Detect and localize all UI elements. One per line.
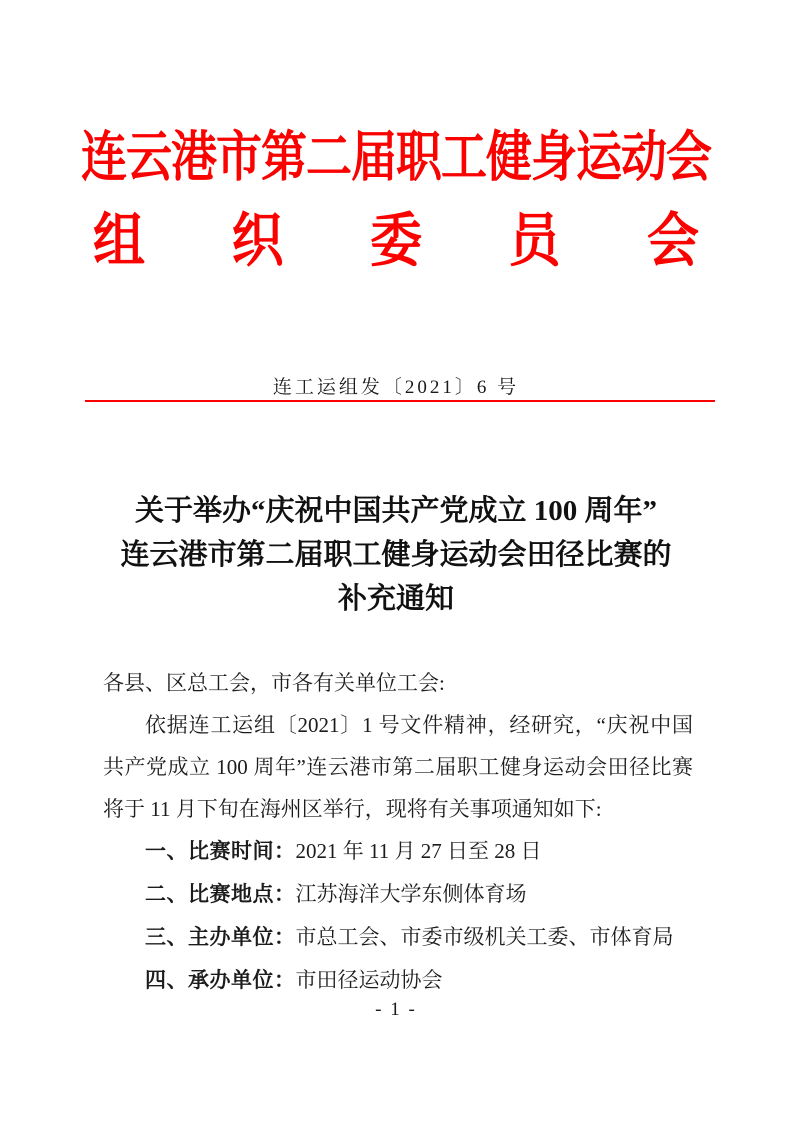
list-item-1 (103, 830, 693, 873)
title-line1: 关于举办“庆祝中国共产党成立 100 周年” (134, 495, 657, 527)
title-line3: 补充通知 (337, 583, 454, 615)
document-number: 连工运组发〔2021〕6 号 (272, 377, 520, 398)
item-4-content: 市田径运动协会 (295, 968, 443, 992)
document-body (103, 662, 693, 1002)
item-1-content: 2021 年 11 月 27 日至 28 日 (295, 839, 542, 863)
intro-paragraph: 依据连工运组〔2021〕1 号文件精神，经研究，“庆祝中国共产党成立 100 周年”连云港市第二届职工健身运动会田径比赛将于 11 月下旬在海州区举行，现将有关事项通知如下: (103, 713, 693, 821)
salutation: 各县、区总工会，市各有关单位工会: (103, 671, 445, 695)
list-item-3 (103, 916, 693, 959)
item-4-label: 四、承办单位： (145, 969, 296, 992)
item-3-content: 市总工会、市委市级机关工委、市体育局 (295, 925, 674, 949)
list-item-4 (103, 959, 693, 1002)
list-item-2 (103, 873, 693, 916)
document-title (60, 489, 732, 621)
page-number: - 1 - (375, 999, 417, 1020)
item-2-content: 江苏海洋大学东侧体育场 (295, 882, 527, 906)
letterhead (60, 120, 732, 275)
item-2-label: 二、比赛地点： (145, 883, 296, 906)
red-separator-rule (85, 400, 715, 402)
item-3-label: 三、主办单位： (145, 926, 296, 949)
letterhead-line2: 组 织 委 员 会 (93, 210, 699, 275)
title-line2: 连云港市第二届职工健身运动会田径比赛的 (120, 539, 672, 571)
letterhead-line1: 连云港市第二届职工健身运动会 (81, 127, 711, 188)
item-1-label: 一、比赛时间： (145, 840, 296, 863)
